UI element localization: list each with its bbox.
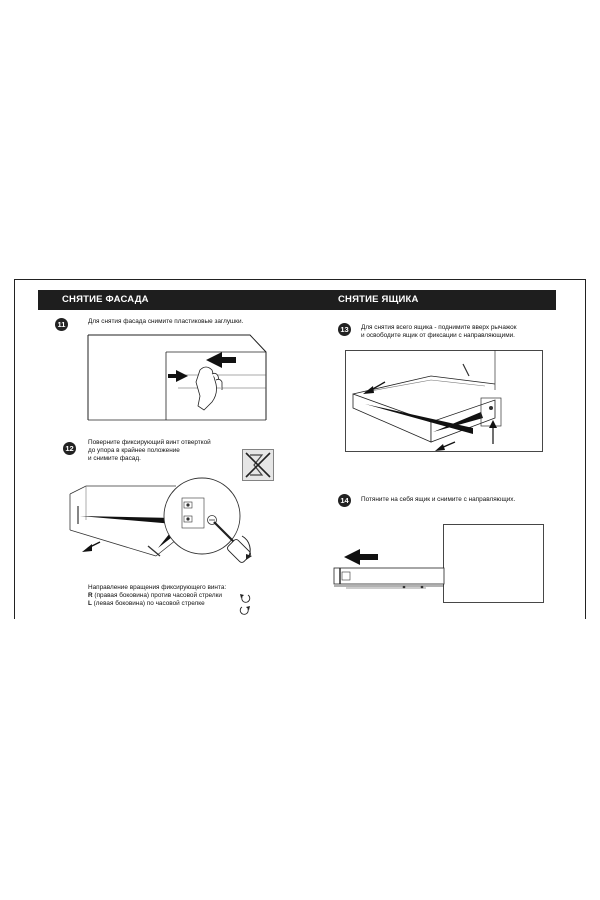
step-11-illustration — [88, 330, 268, 430]
step-13-illustration — [345, 350, 543, 452]
step-number-12: 12 — [63, 442, 76, 455]
rotation-l-line — [88, 600, 205, 608]
rotation-icons — [239, 590, 251, 614]
step-13-text-line-2: и освободите ящик от фиксации с направляющими. — [361, 332, 515, 339]
rotation-r-letter: R — [88, 592, 93, 599]
step-12-illustration — [66, 476, 270, 574]
step-12-text-line-2: до упора в крайнее положение — [88, 447, 180, 454]
section-title-facade: СНЯТИЕ ФАСАДА — [62, 294, 149, 305]
step-12-text-line-3: и снимите фасад. — [88, 455, 141, 462]
rotation-r-line — [88, 592, 222, 600]
rotation-r-text: (правая боковина) против часовой стрелки — [92, 592, 222, 599]
step-12-text-line-1: Поверните фиксирующий винт отверткой — [88, 439, 211, 446]
step-number-11: 11 — [55, 318, 68, 331]
rotate-cw-icon — [240, 606, 250, 614]
step-number-14: 14 — [338, 494, 351, 507]
step-13-text-line-1: Для снятия всего ящика - поднимите вверх рычажок — [361, 324, 517, 331]
hand-icon — [196, 367, 222, 410]
step-14-text: Потяните на себя ящик и снимите с направляющих. — [361, 496, 516, 503]
rotate-ccw-icon — [240, 594, 250, 602]
rotation-l-letter: L — [88, 600, 92, 607]
section-title-drawer: СНЯТИЕ ЯЩИКА — [338, 294, 419, 305]
step-number-13: 13 — [338, 323, 351, 336]
rotation-heading: Направление вращения фиксирующего винта: — [88, 584, 227, 591]
step-11-text: Для снятия фасада снимите пластиковые заглушки. — [88, 318, 244, 325]
rotation-l-text: (левая боковина) по часовой стрелке — [91, 600, 205, 607]
step-14-illustration — [326, 524, 546, 604]
